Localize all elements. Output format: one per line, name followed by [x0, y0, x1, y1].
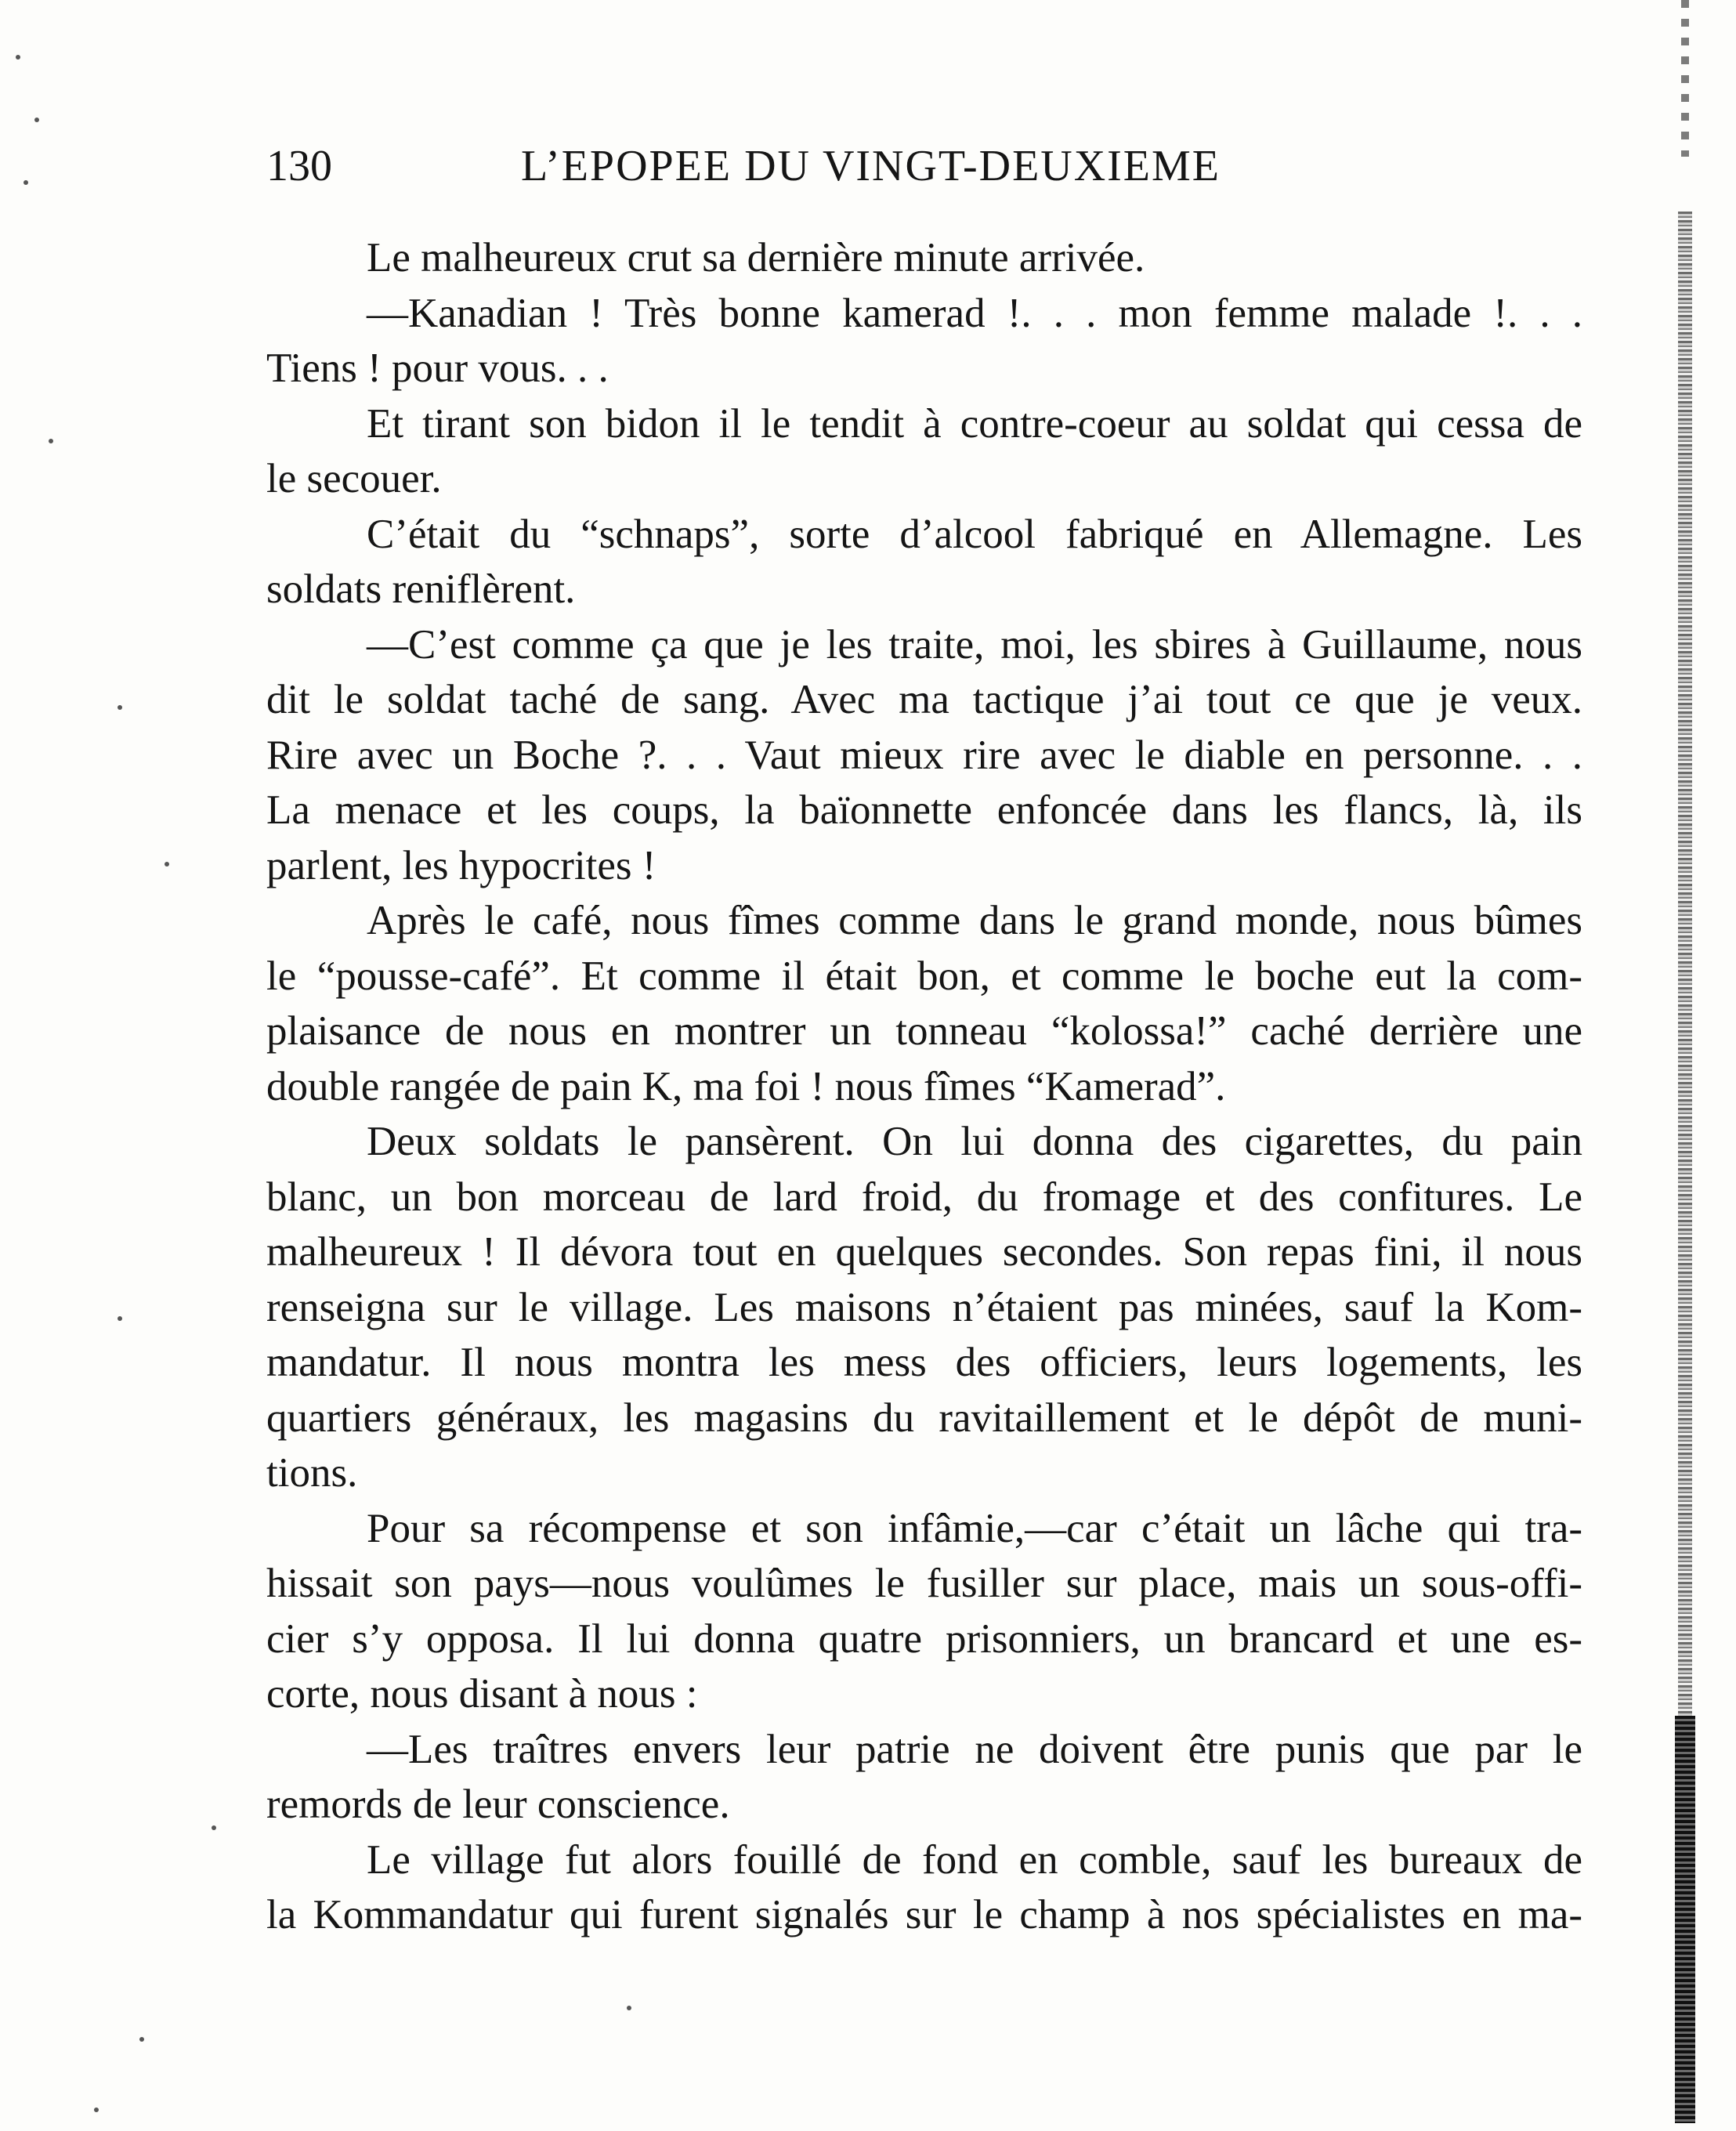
text-line: hissait son pays—nous voulûmes le fusiller sur place, mais un sous-offi- [266, 1561, 1582, 1606]
text-line: cier s’y opposa. Il lui donna quatre prisonniers, un brancard et une es- [266, 1615, 1582, 1662]
scan-speck [34, 118, 39, 122]
text-line: —Les traîtres envers leur patrie ne doivent être punis que par le [367, 1726, 1582, 1772]
scan-speck [212, 1825, 216, 1830]
scan-speck [118, 705, 122, 710]
text-line: La menace et les coups, la baïonnette enfoncée dans les flancs, là, ils [266, 787, 1582, 833]
text-line: parlent, les hypocrites ! [266, 842, 656, 888]
scan-speck [627, 2006, 631, 2010]
text-line: Deux soldats le pansèrent. On lui donna des cigarettes, du pain [367, 1119, 1582, 1164]
running-head [266, 135, 1332, 197]
binding-edge-dark [1675, 1716, 1695, 2123]
text-line: —Kanadian ! Très bonne kamerad !. . . mon femme malade !. . . [367, 290, 1582, 336]
scan-speck [118, 1316, 122, 1321]
text-line: corte, nous disant à nous : [266, 1671, 698, 1717]
text-line: le secouer. [266, 456, 442, 501]
scan-speck [94, 2107, 99, 2112]
text-line: double rangée de pain K, ma foi ! nous fîmes “Kamerad”. [266, 1063, 1226, 1109]
text-line: C’était du “schnaps”, sorte d’alcool fabriqué en Allemagne. Les [367, 511, 1582, 557]
page-number: 130 [266, 142, 332, 190]
scan-speck [16, 55, 20, 60]
text-line: plaisance de nous en montrer un tonneau “kolossa!” caché derrière une [266, 1008, 1582, 1054]
text-line: remords de leur conscience. [266, 1782, 730, 1827]
text-line: dit le soldat taché de sang. Avec ma tactique j’ai tout ce que je veux. [266, 677, 1582, 722]
text-line: Tiens ! pour vous. . . [266, 346, 609, 391]
text-line: renseigna sur le village. Les maisons n’étaient pas minées, sauf la Kom- [266, 1284, 1582, 1330]
body-text [266, 230, 1582, 1943]
scan-speck [165, 862, 169, 867]
text-line: Et tirant son bidon il le tendit à contre-coeur au soldat qui cessa de [367, 400, 1582, 447]
text-line: le “pousse-café”. Et comme il était bon, et comme le boche eut la com- [266, 953, 1582, 999]
text-line: Le village fut alors fouillé de fond en comble, sauf les bureaux de [367, 1836, 1582, 1883]
text-line: Rire avec un Boche ?. . . Vaut mieux rire avec le diable en personne. . . [266, 732, 1582, 778]
text-line: Le malheureux crut sa dernière minute arrivée. [367, 235, 1145, 280]
running-title: L’EPOPEE DU VINGT-DEUXIEME [521, 142, 1221, 190]
binding-edge-top [1681, 0, 1689, 157]
text-line: blanc, un bon morceau de lard froid, du fromage et des confitures. Le [266, 1174, 1582, 1220]
text-line: —C’est comme ça que je les traite, moi, les sbires à Guillaume, nous [367, 621, 1582, 668]
text-line: la Kommandatur qui furent signalés sur le champ à nos spécialistes en ma- [266, 1892, 1582, 1937]
scan-speck [24, 180, 28, 185]
text-line: malheureux ! Il dévora tout en quelques secondes. Son repas fini, il nous [266, 1229, 1582, 1275]
text-line: soldats reniflèrent. [266, 566, 576, 612]
text-line: Après le café, nous fîmes comme dans le grand monde, nous bûmes [367, 898, 1582, 943]
text-line: mandatur. Il nous montra les mess des officiers, leurs logements, les [266, 1340, 1582, 1385]
text-line: quartiers généraux, les magasins du ravitaillement et le dépôt de muni- [266, 1395, 1582, 1441]
scan-speck [139, 2037, 144, 2042]
text-line: Pour sa récompense et son infâmie,—car c’était un lâche qui tra- [367, 1505, 1582, 1551]
text-line: tions. [266, 1450, 358, 1496]
scan-speck [49, 439, 53, 443]
